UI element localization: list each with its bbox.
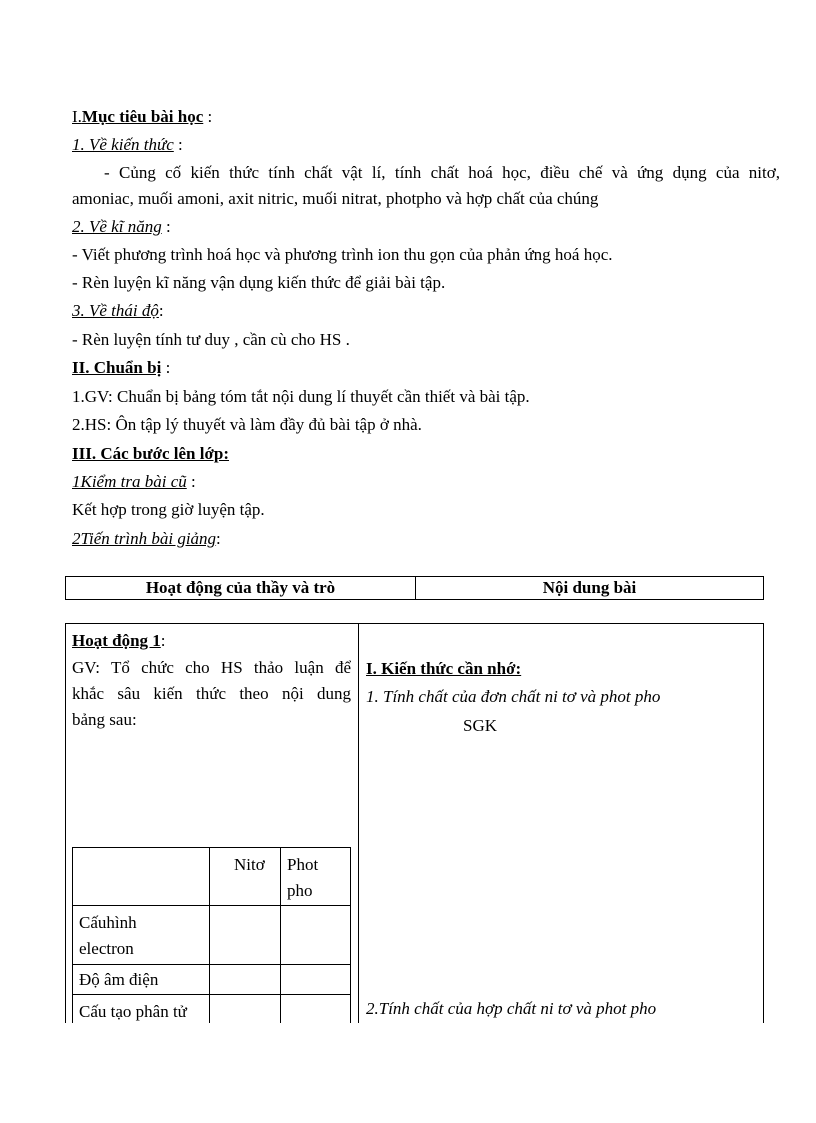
lesson-table-left: [65, 623, 66, 1023]
check-heading: [72, 472, 196, 492]
content-item-1: 1. Tính chất của đơn chất ni tơ và phot pho: [366, 687, 661, 706]
preparation-gv: 1.GV: Chuẩn bị bảng tóm tắt nội dung lí thuyết cần thiết và bài tập.: [72, 387, 530, 406]
lesson-table-top: [65, 623, 764, 624]
check-text: Kết hợp trong giờ luyện tập.: [72, 500, 265, 519]
preparation-suffix: :: [161, 358, 171, 377]
knowledge-heading: [72, 135, 183, 155]
ct-vline: [72, 847, 73, 1023]
knowledge-suffix: :: [173, 135, 183, 154]
steps-title: III. Các bước lên lớp:: [72, 444, 230, 463]
skills-title: 2. Về kĩ năng: [72, 217, 162, 236]
knowledge-title: 1. Về kiến thức: [72, 135, 174, 154]
preparation-hs: 2.HS: Ôn tập lý thuyết và làm đầy đủ bài tập ở nhà.: [72, 415, 422, 434]
content-item-2: 2.Tính chất của hợp chất ni tơ và phot pho: [366, 999, 657, 1018]
attitude-heading: [72, 301, 164, 321]
header-col-activities: Hoạt động của thầy và trò: [145, 578, 336, 597]
heading-suffix: :: [203, 107, 213, 126]
lesson-table-mid: [358, 623, 359, 1023]
objectives-title: Mục tiêu bài học: [81, 107, 204, 126]
preparation-title: II. Chuẩn bị: [72, 358, 162, 377]
content-heading: [366, 656, 521, 682]
attitude-title: 3. Về thái độ: [72, 301, 159, 320]
lesson-table-right: [763, 623, 764, 1023]
header-col-content: Nội dung bài: [542, 578, 637, 597]
skills-suffix: :: [161, 217, 171, 236]
activity-heading: [72, 628, 166, 654]
ct-row2: Độ âm điện: [79, 970, 159, 989]
ct-line: [72, 905, 351, 906]
activity-line-1: GV: Tổ chức cho HS thảo luận để: [72, 658, 351, 677]
objectives-heading: [72, 107, 212, 127]
ct-row1-b: electron: [79, 939, 134, 958]
attitude-suffix: :: [158, 301, 164, 320]
attitude-item-1: - Rèn luyện tính tư duy , cần cù cho HS .: [72, 330, 350, 349]
content-title: I. Kiến thức cần nhớ:: [366, 659, 522, 678]
steps-heading: [72, 444, 229, 464]
ct-col-phot-1: Phot: [287, 855, 319, 874]
progress-suffix: :: [216, 529, 221, 548]
ct-row3: Cấu tạo phân tử: [79, 1002, 187, 1021]
ct-line: [72, 994, 351, 995]
activity-suffix: :: [160, 631, 166, 650]
progress-heading: [72, 529, 221, 549]
ct-col-nito: Nitơ: [234, 855, 265, 874]
check-title: 1Kiểm tra bài cũ: [72, 472, 187, 491]
comparison-table: [72, 847, 351, 1023]
ct-vline: [350, 847, 351, 1023]
check-suffix: :: [186, 472, 196, 491]
knowledge-line-2: amoniac, muối amoni, axit nitric, muối nitrat, photpho và hợp chất của chúng: [72, 189, 599, 208]
skills-heading: [72, 217, 171, 237]
activity-line-2: khắc sâu kiến thức theo nội dung: [72, 684, 351, 703]
activity-line-3: bảng sau:: [72, 710, 137, 729]
preparation-heading: [72, 358, 170, 378]
progress-title: 2Tiến trình bài giảng: [72, 529, 217, 548]
ct-row1-a: Cấuhình: [79, 913, 137, 932]
ct-col-phot-2: pho: [287, 881, 313, 900]
ct-line: [72, 847, 351, 848]
ct-vline: [209, 847, 210, 1023]
activity-title: Hoạt động 1: [72, 631, 161, 650]
knowledge-line-1: - Củng cố kiến thức tính chất vật lí, tính chất hoá học, điều chế và ứng dụng của nitơ,: [104, 163, 780, 182]
ct-line: [72, 964, 351, 965]
skills-item-2: - Rèn luyện kĩ năng vận dụng kiến thức để giải bài tập.: [72, 273, 446, 292]
header-table: [65, 576, 764, 600]
ct-vline: [280, 847, 281, 1023]
content-sgk: SGK: [463, 716, 498, 735]
skills-item-1: - Viết phương trình hoá học và phương trình ion thu gọn của phản ứng hoá học.: [72, 245, 613, 264]
heading-number: I.: [72, 107, 82, 126]
